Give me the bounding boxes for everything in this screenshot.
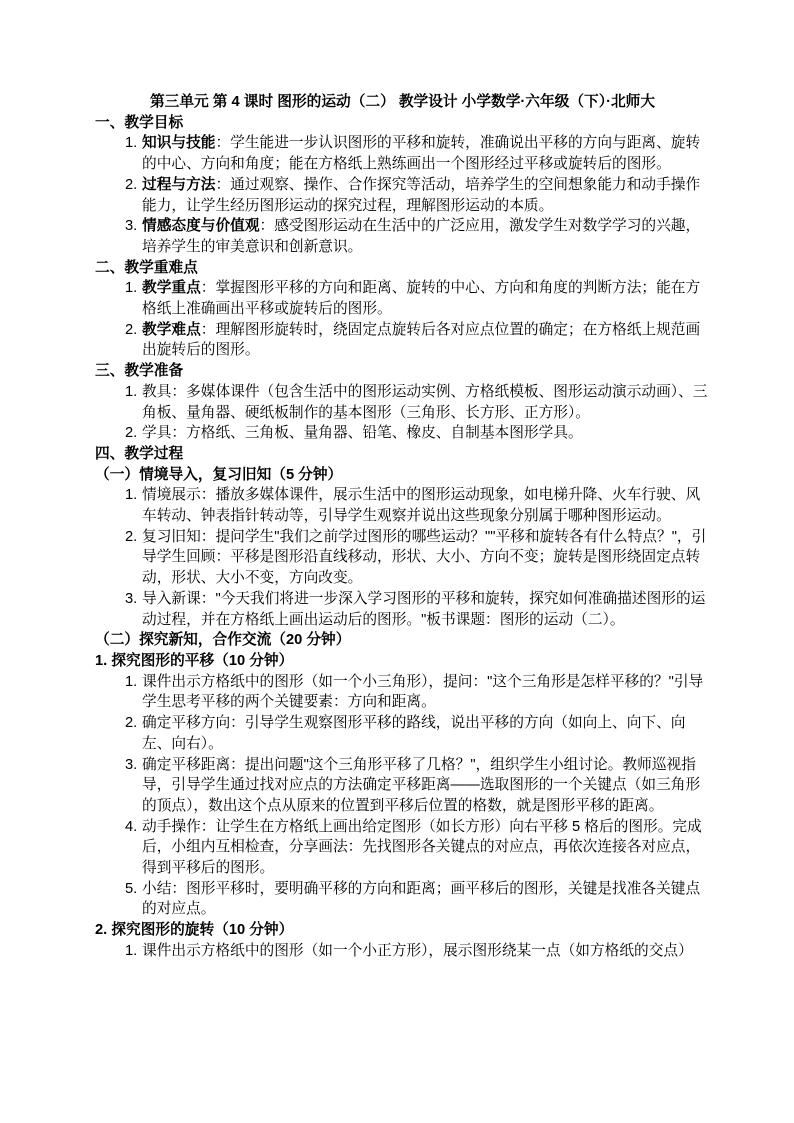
item-body — [142, 485, 710, 526]
section-heading-preparation: 三、教学准备 — [95, 363, 184, 380]
list-item — [95, 527, 710, 589]
preparation-list — [95, 382, 710, 444]
item-text: 情境展示：播放多媒体课件，展示生活中的图形运动现象，如电梯升降、火车行驶、风车转动、钟表指针转动等，引导学生观察并说出这些现象分别属于哪种图形运动。 — [142, 487, 701, 525]
list-item — [95, 175, 710, 216]
item-text: 复习旧知：提问学生"我们之前学过图形的哪些运动？""平移和旋转各有什么特点？"，引导学生回顾：平移是图形沿直线移动，形状、大小、方向不变；旋转是图形绕固定点转动，形状、大小不变，方向改变。 — [142, 528, 707, 587]
item-body — [142, 527, 710, 589]
subsubsection-heading-translation: 1. 探究图形的平移（10 分钟） — [95, 652, 294, 669]
list-item — [95, 423, 710, 444]
list-item — [95, 320, 710, 361]
item-body — [142, 817, 710, 879]
doc-title — [95, 92, 710, 113]
key-points-list — [95, 278, 710, 361]
item-number: 2. — [125, 715, 138, 732]
document-content — [95, 92, 710, 962]
item-number: 1. — [125, 135, 138, 152]
list-item — [95, 216, 710, 257]
item-body — [142, 672, 710, 713]
item-text: ：掌握图形平移的方向和距离、旋转的中心、方向和角度的判断方法；能在方格纸上准确画出平移或旋转后的图形。 — [142, 280, 701, 318]
item-body — [142, 755, 710, 817]
item-number: 1. — [125, 383, 138, 400]
item-body — [142, 879, 710, 920]
item-text: ：学生能进一步认识图形的平移和旋转，准确说出平移的方向与距离、旋转的中心、方向和角度；能在方格纸上熟练画出一个图形经过平移或旋转后的图形。 — [142, 135, 701, 173]
item-body — [142, 713, 710, 754]
item-body — [142, 278, 710, 319]
list-item — [95, 879, 710, 920]
item-text: 确定平移距离：提出问题"这个三角形平移了几格？"，组织学生小组讨论。教师巡视指导，引导学生通过找对应点的方法确定平移距离——选取图形的一个关键点（如三角形的顶点），数出这个点从原来的位置到平移后位置的格数，就是图形平移的距离。 — [142, 756, 701, 814]
item-body — [142, 423, 710, 444]
item-text: 课件出示方格纸中的图形（如一个小三角形），提问："这个三角形是怎样平移的？"引导学生思考平移的两个关键要素：方向和距离。 — [142, 673, 704, 711]
item-label: 教学重点 — [142, 280, 201, 297]
doc-title-text: 第三单元 第 4 课时 图形的运动（二） 教学设计 小学数学·六年级（下）·北师大 — [149, 94, 656, 110]
item-number: 2. — [125, 425, 138, 442]
item-text: ：通过观察、操作、合作探究等活动，培养学生的空间想象能力和动手操作能力，让学生经历图形运动的探究过程，理解图形运动的本质。 — [142, 176, 701, 214]
list-item — [95, 713, 710, 754]
list-item — [95, 278, 710, 319]
item-body — [142, 589, 710, 630]
list-item — [95, 755, 710, 817]
item-text: ：感受图形运动在生活中的广泛应用，激发学生对数学学习的兴趣，培养学生的审美意识和创新意识。 — [142, 218, 701, 255]
item-number: 4. — [125, 818, 138, 835]
subsection-heading-explore: （二）探究新知，合作交流（20 分钟） — [95, 632, 351, 649]
item-text: 学具：方格纸、三角板、量角器、铅笔、橡皮、自制基本图形学具。 — [142, 425, 583, 442]
objectives-list — [95, 133, 710, 257]
item-label: 教学难点 — [142, 321, 201, 338]
subsection-heading-intro: （一）情境导入，复习旧知（5 分钟） — [95, 466, 343, 483]
list-item — [95, 672, 710, 713]
list-item — [95, 382, 710, 423]
item-label: 情感态度与价值观 — [142, 218, 260, 235]
item-label: 知识与技能 — [142, 135, 216, 152]
section-heading-key-points: 二、教学重难点 — [95, 259, 198, 276]
item-body — [142, 175, 710, 216]
item-text: 课件出示方格纸中的图形（如一个小正方形），展示图形绕某一点（如方格纸的交点） — [142, 942, 693, 959]
item-number: 3. — [125, 756, 138, 773]
item-number: 2. — [125, 321, 138, 338]
list-item — [95, 133, 710, 174]
list-item — [95, 941, 710, 962]
item-number: 1. — [125, 673, 138, 690]
intro-list — [95, 485, 710, 630]
item-text: 确定平移方向：引导学生观察图形平移的路线，说出平移的方向（如向上、向下、向左、向右）。 — [142, 715, 686, 752]
item-number: 5. — [125, 880, 138, 897]
item-body — [142, 941, 710, 962]
item-number: 1. — [125, 280, 138, 297]
item-number: 1. — [125, 942, 138, 959]
rotation-list — [95, 941, 710, 962]
item-number: 3. — [125, 590, 138, 607]
item-body — [142, 133, 710, 174]
subsubsection-heading-rotation: 2. 探究图形的旋转（10 分钟） — [95, 922, 294, 939]
item-body — [142, 320, 710, 361]
item-body — [142, 382, 710, 423]
translation-list — [95, 672, 710, 920]
section-heading-objectives: 一、教学目标 — [95, 114, 184, 131]
list-item — [95, 817, 710, 879]
item-number: 2. — [125, 176, 138, 193]
item-text: 导入新课："今天我们将进一步深入学习图形的平移和旋转，探究如何准确描述图形的运动过程，并在方格纸上画出运动后的图形。"板书课题：图形的运动（二）。 — [142, 590, 706, 628]
item-text: 动手操作：让学生在方格纸上画出给定图形（如长方形）向右平移 5 格后的图形。完成后，小组内互相检查，分享画法：先找图形各关键点的对应点，再依次连接各对应点，得到平移后的图形。 — [142, 818, 702, 877]
item-text: 教具：多媒体课件（包含生活中的图形运动实例、方格纸模板、图形运动演示动画）、三角板、量角器、硬纸板制作的基本图形（三角形、长方形、正方形）。 — [142, 383, 708, 421]
item-number: 2. — [125, 528, 138, 545]
section-heading-process: 四、教学过程 — [95, 445, 184, 462]
item-body — [142, 216, 710, 257]
item-number: 1. — [125, 487, 138, 504]
list-item — [95, 589, 710, 630]
item-label: 过程与方法 — [142, 176, 216, 193]
item-text: ：理解图形旋转时，绕固定点旋转后各对应点位置的确定；在方格纸上规范画出旋转后的图形。 — [142, 321, 701, 359]
item-text: 小结：图形平移时，要明确平移的方向和距离；画平移后的图形，关键是找准各关键点的对应点。 — [142, 880, 701, 918]
item-number: 3. — [125, 218, 138, 235]
list-item — [95, 485, 710, 526]
